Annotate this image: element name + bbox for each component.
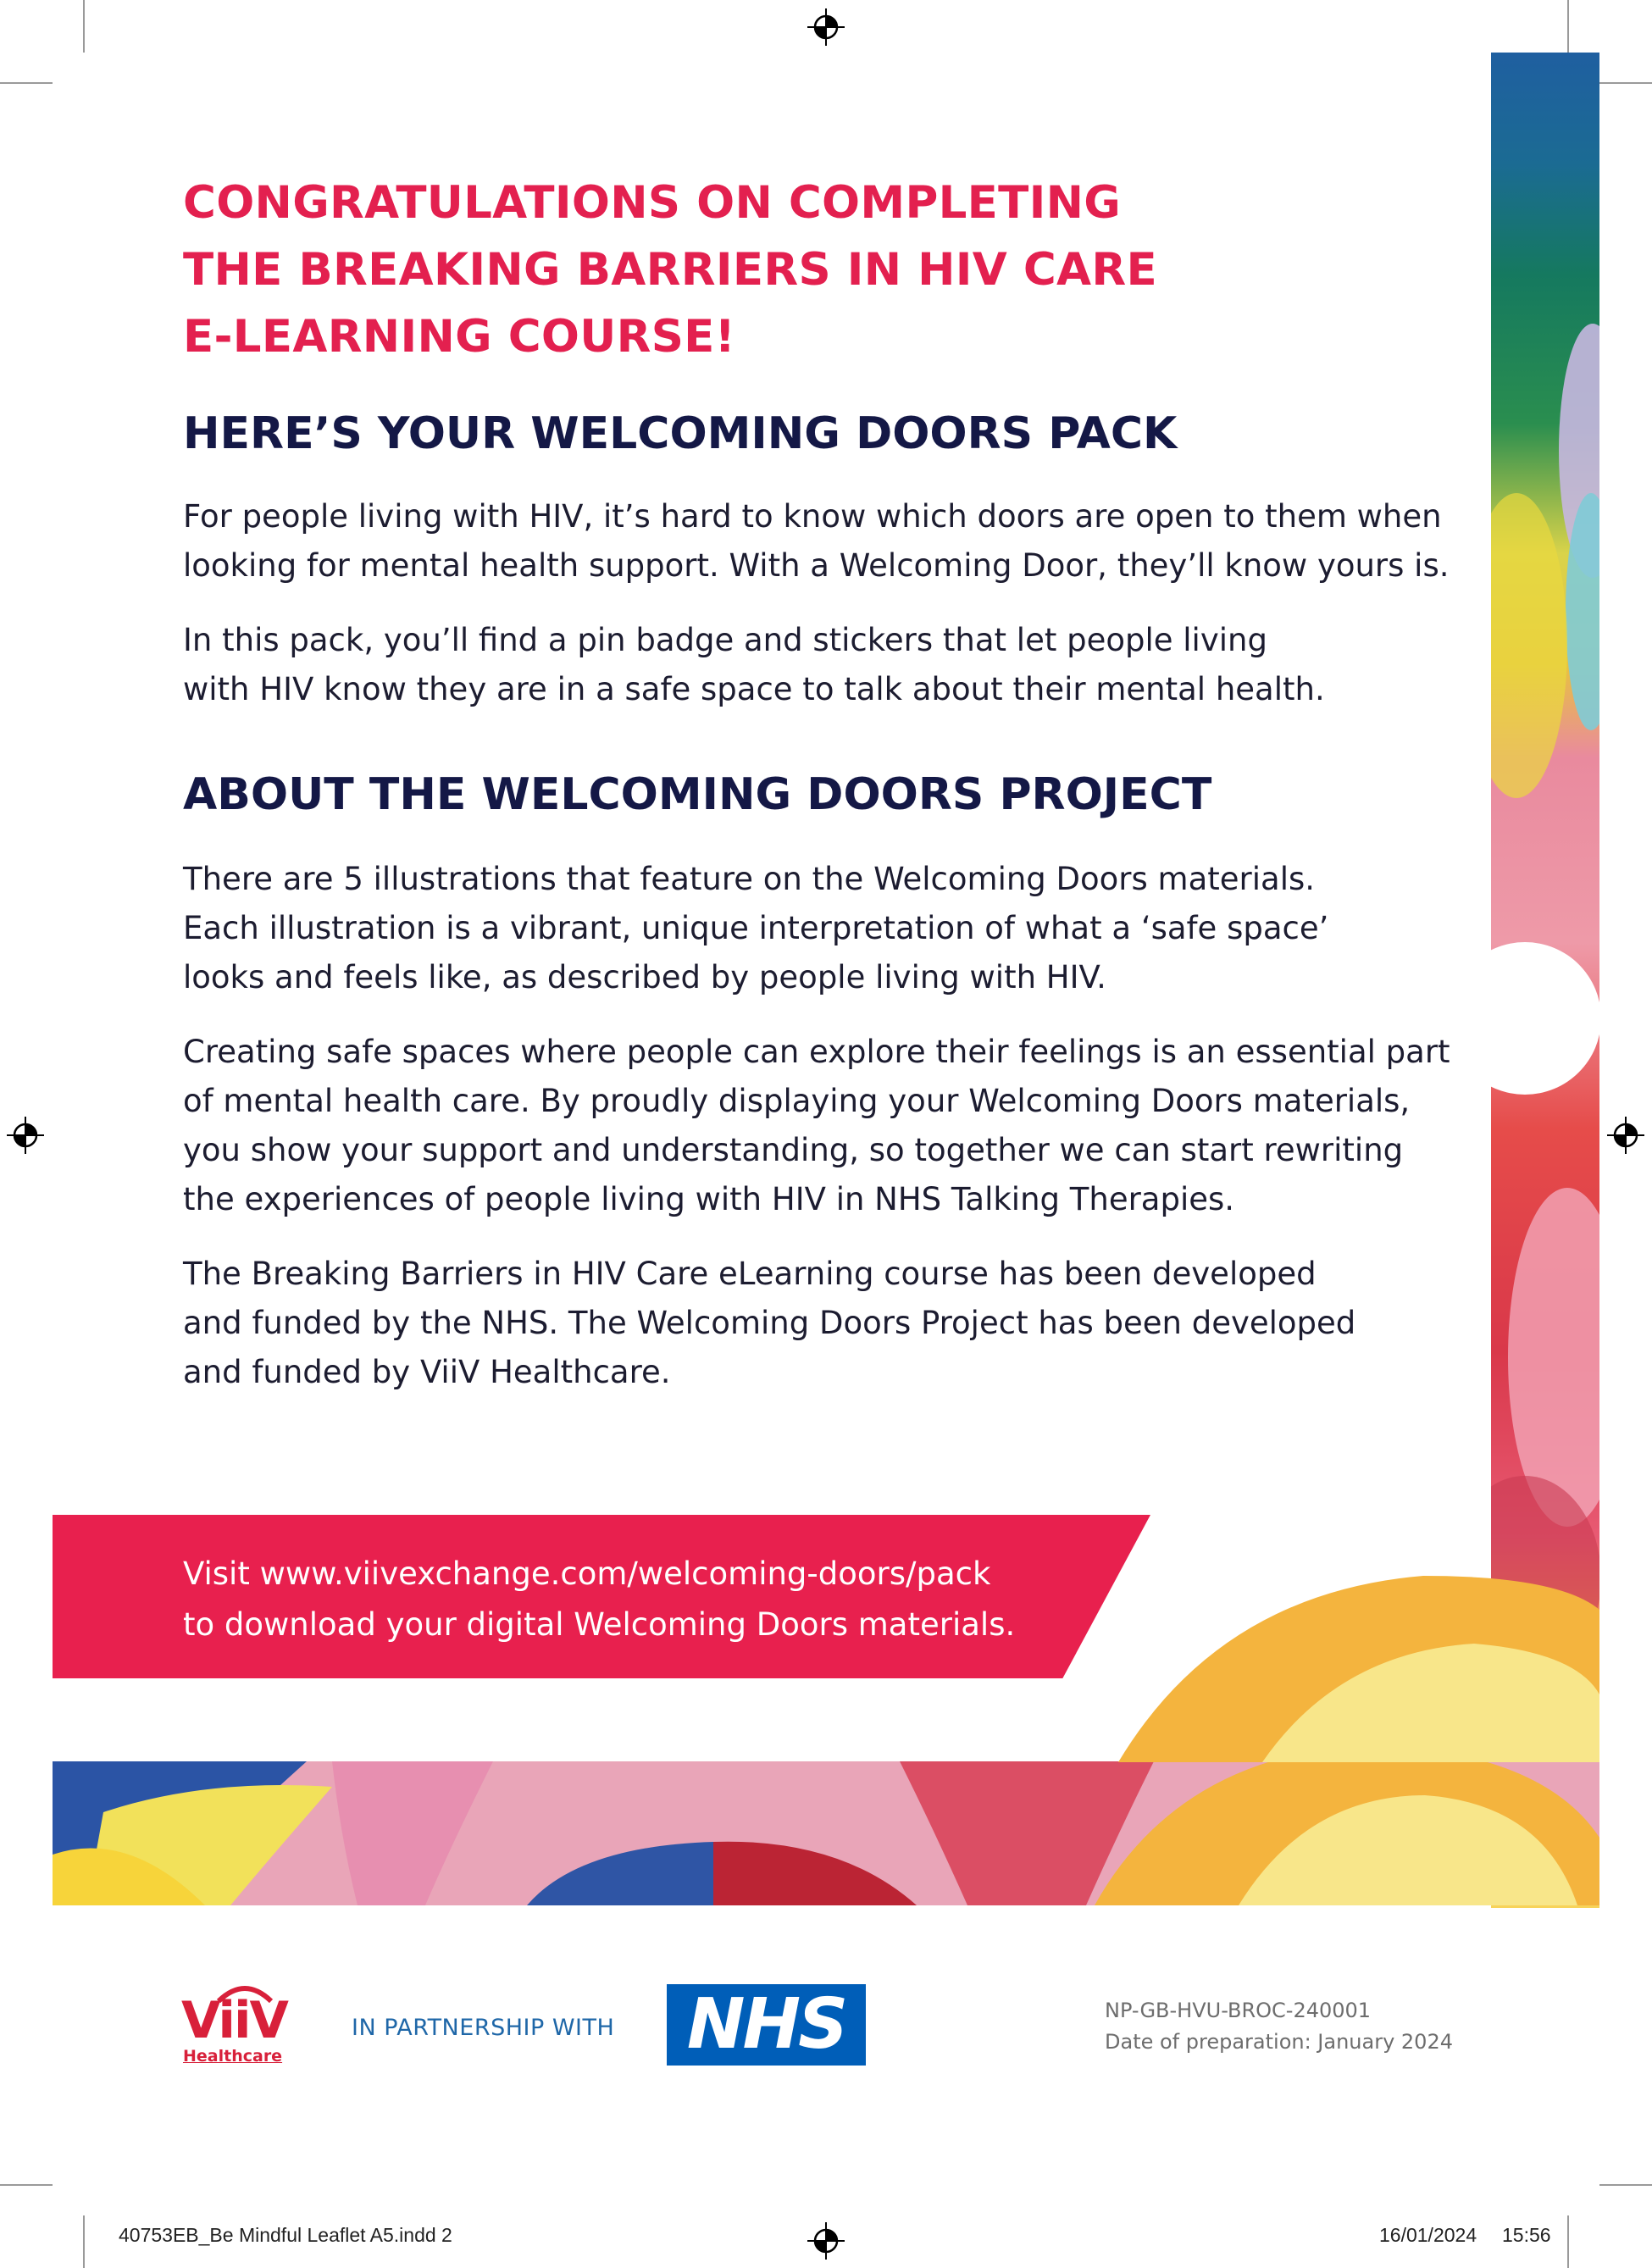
slug-filename: 40753EB_Be Mindful Leaflet A5.indd 2 bbox=[119, 2224, 452, 2246]
project-paragraph: Creating safe spaces where people can explore their feelings is an essential part of mental health care. By proudly displaying your Welcoming Doors materials, you show your support and understanding, so together we can start rewriting the experiences of people living with HIV in NHS Talking Therapies. bbox=[183, 1034, 1450, 1217]
date-of-preparation: Date of preparation: January 2024 bbox=[1105, 2030, 1453, 2054]
registration-mark-icon bbox=[7, 1117, 44, 1154]
registration-mark-icon bbox=[1607, 1117, 1644, 1154]
decorative-illustration-bottom bbox=[53, 1761, 1599, 1905]
crop-mark bbox=[1599, 2184, 1652, 2186]
congratulations-heading bbox=[183, 169, 1454, 370]
slug-date: 16/01/2024 bbox=[1379, 2224, 1477, 2246]
crop-mark bbox=[1567, 0, 1569, 53]
crop-mark bbox=[1599, 82, 1652, 84]
pack-paragraph: For people living with HIV, it’s hard to know which doors are open to them when looking for mental health support. With a Welcoming Door, they’ll know yours is. bbox=[183, 498, 1450, 584]
pack-heading: HERE’S YOUR WELCOMING DOORS PACK bbox=[183, 408, 1178, 459]
heading-line: THE BREAKING BARRIERS IN HIV CARE bbox=[183, 244, 1157, 296]
registration-mark-icon bbox=[807, 2222, 845, 2260]
viiv-wordmark: ViiV bbox=[181, 1991, 287, 2050]
viiv-logo bbox=[181, 1981, 300, 2066]
nhs-logo: NHS bbox=[667, 1984, 866, 2066]
heading-line: CONGRATULATIONS ON COMPLETING bbox=[183, 177, 1122, 229]
main-content bbox=[183, 169, 1454, 1397]
project-heading: ABOUT THE WELCOMING DOORS PROJECT bbox=[183, 769, 1212, 820]
crop-mark bbox=[1567, 2215, 1569, 2268]
cta-text bbox=[183, 1549, 1157, 1650]
crop-mark bbox=[83, 0, 85, 53]
crop-mark bbox=[83, 2215, 85, 2268]
cta-link[interactable]: Visit www.viivexchange.com/welcoming-doors/pack bbox=[183, 1555, 991, 1592]
decorative-sun-shape bbox=[1118, 1559, 1599, 1762]
project-paragraph: The Breaking Barriers in HIV Care eLearning course has been developed and funded by the NHS. The Welcoming Doors Project has been developed and funded by ViiV Healthcare. bbox=[183, 1256, 1356, 1390]
viiv-subtitle: Healthcare bbox=[183, 2047, 283, 2066]
registration-mark-icon bbox=[807, 8, 845, 46]
job-code: NP-GB-HVU-BROC-240001 bbox=[1105, 1999, 1372, 2022]
job-code-block bbox=[1105, 1995, 1453, 2058]
cta-line: to download your digital Welcoming Doors materials. bbox=[183, 1606, 1016, 1643]
partnership-text: IN PARTNERSHIP WITH bbox=[352, 2015, 615, 2041]
crop-mark bbox=[0, 82, 53, 84]
crop-mark bbox=[0, 2184, 53, 2186]
pack-paragraph: In this pack, you’ll find a pin badge and stickers that let people living with HIV know they are in a safe space to talk about their mental health. bbox=[183, 622, 1325, 707]
slug-time: 15:56 bbox=[1502, 2224, 1551, 2246]
project-paragraph: There are 5 illustrations that feature on the Welcoming Doors materials. Each illustration is a vibrant, unique interpretation of what a ‘safe space’ looks and feels like, as described by people living with HIV. bbox=[183, 861, 1329, 995]
heading-line: E-LEARNING COURSE! bbox=[183, 311, 736, 363]
